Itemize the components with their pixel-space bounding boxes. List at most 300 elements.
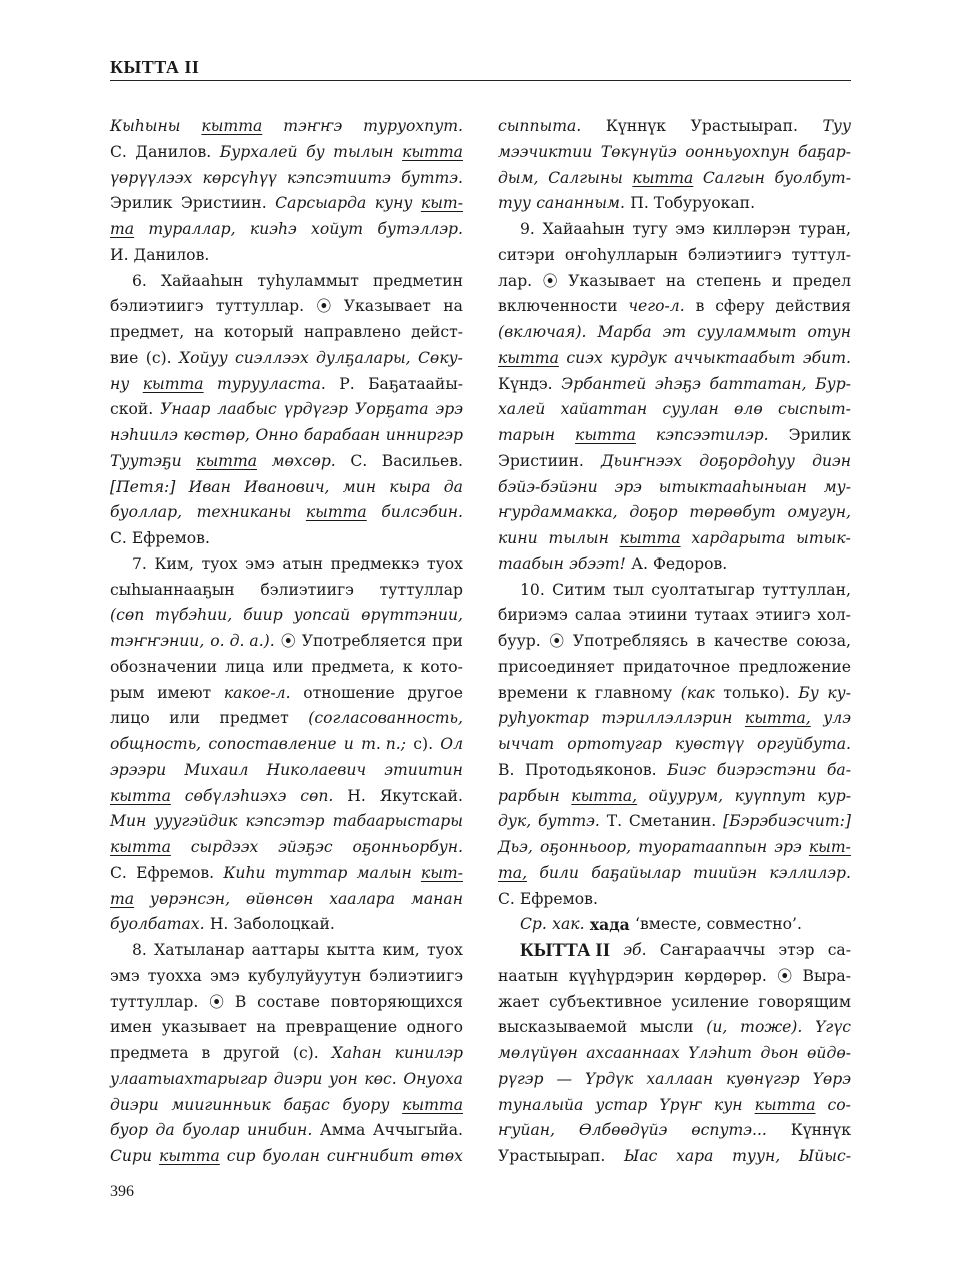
word: сананным. bbox=[536, 194, 625, 213]
word: диэн bbox=[812, 451, 851, 470]
word: сферу bbox=[715, 297, 765, 316]
word: Сөку- bbox=[418, 348, 463, 367]
word: баҕайылар bbox=[591, 863, 681, 882]
word: уөрэнсэн, bbox=[149, 889, 231, 908]
text-line bbox=[110, 629, 463, 655]
word: кытта bbox=[305, 503, 367, 522]
word: доҕор bbox=[629, 503, 678, 522]
word: баҕар- bbox=[798, 142, 851, 161]
word: суулан bbox=[662, 400, 719, 419]
word: Н. Заболоцкай. bbox=[209, 915, 335, 934]
text-line bbox=[498, 269, 851, 295]
word: В. bbox=[498, 760, 515, 779]
word: бириэмэ bbox=[498, 606, 568, 625]
word: буор bbox=[110, 1121, 148, 1140]
word: сыппыта. bbox=[498, 117, 582, 135]
word: ким, bbox=[382, 941, 420, 959]
word: куүппут bbox=[734, 786, 806, 805]
word: (как bbox=[680, 683, 715, 702]
word: дым, bbox=[498, 168, 539, 187]
running-header-title: КЫТТА II bbox=[110, 57, 200, 77]
word: кыт- bbox=[420, 194, 463, 213]
word: ууугэйдик bbox=[154, 812, 238, 831]
word: эбит. bbox=[802, 348, 851, 367]
word: буттэ. bbox=[538, 812, 600, 831]
word: одного bbox=[406, 1018, 463, 1037]
sense-marker-icon: ⦿ bbox=[280, 632, 296, 650]
word: кытта bbox=[402, 142, 463, 161]
text-line bbox=[110, 706, 463, 732]
word: П. Тобуруокап. bbox=[630, 194, 756, 213]
word: ытык- bbox=[796, 529, 851, 547]
word: мөхсөр. bbox=[271, 451, 336, 470]
word: эбээт! bbox=[569, 554, 626, 573]
word: та bbox=[110, 889, 135, 908]
word: өспутэ... bbox=[691, 1121, 767, 1140]
word: кинилэр bbox=[394, 1044, 463, 1062]
word: туохха bbox=[147, 966, 202, 985]
word: билсэбин. bbox=[381, 503, 463, 522]
running-header bbox=[110, 56, 851, 81]
word: Протодьяконов. bbox=[525, 760, 657, 779]
text-line bbox=[110, 1015, 463, 1041]
word: при bbox=[432, 632, 463, 650]
word: предложение bbox=[738, 657, 851, 676]
word: техниканы bbox=[196, 503, 292, 522]
word: 8. bbox=[132, 941, 147, 959]
text-line bbox=[498, 397, 851, 423]
word: турууласта. bbox=[216, 374, 326, 393]
word: эб. bbox=[623, 941, 647, 959]
word: туттул- bbox=[791, 245, 851, 264]
text-line bbox=[110, 1093, 463, 1119]
text-line bbox=[110, 990, 463, 1016]
word: Салгын bbox=[702, 168, 765, 187]
word: Эристиин. bbox=[498, 451, 584, 470]
word: Иван bbox=[188, 477, 231, 496]
word: мин bbox=[342, 477, 376, 496]
word: са- bbox=[827, 941, 851, 959]
word: да bbox=[443, 477, 463, 496]
word: тыл bbox=[612, 580, 644, 599]
word: (согласованность, bbox=[308, 709, 463, 728]
word: предметин bbox=[372, 271, 463, 290]
word: бу bbox=[306, 142, 325, 161]
word: туттуллан, bbox=[762, 580, 851, 599]
text-line bbox=[498, 140, 851, 166]
word: кыра bbox=[389, 477, 431, 496]
text-line bbox=[498, 294, 851, 320]
word: тураллар, bbox=[148, 220, 236, 238]
word: этиигэ bbox=[755, 606, 811, 625]
text-line bbox=[110, 372, 463, 398]
word: сир bbox=[226, 1147, 256, 1165]
word: өлө bbox=[734, 400, 763, 419]
sense-marker-icon: ⦿ bbox=[542, 271, 558, 290]
word: кытта bbox=[754, 1095, 816, 1114]
word: вие bbox=[110, 348, 139, 367]
word: кэллилэр. bbox=[769, 863, 851, 882]
word: к bbox=[402, 657, 413, 676]
word: ыччат bbox=[498, 735, 555, 753]
word: да bbox=[155, 1121, 175, 1140]
word: улэ bbox=[823, 709, 851, 728]
word: 10. bbox=[520, 580, 545, 599]
text-line bbox=[110, 835, 463, 861]
word: буору bbox=[342, 1095, 390, 1114]
word: кубулуйуутун bbox=[247, 966, 362, 985]
word: отношение bbox=[303, 683, 395, 702]
text-line bbox=[498, 320, 851, 346]
word: буттэ. bbox=[401, 168, 463, 187]
word: предел bbox=[792, 271, 851, 290]
word: кытта bbox=[632, 168, 694, 187]
word: Күннүк bbox=[790, 1121, 851, 1140]
word: кытта, bbox=[571, 786, 638, 805]
word: с). bbox=[413, 735, 434, 753]
word: Марба bbox=[597, 323, 652, 341]
word: ба- bbox=[826, 760, 851, 779]
word: отун bbox=[807, 323, 851, 341]
word: малын bbox=[356, 863, 412, 882]
word: превращение bbox=[285, 1018, 398, 1037]
text-line bbox=[498, 912, 851, 938]
text-line bbox=[110, 552, 463, 578]
word: та bbox=[110, 220, 135, 238]
word: Указывает bbox=[343, 297, 431, 316]
word: общность, bbox=[110, 735, 202, 753]
word: үрдүгэр bbox=[283, 400, 348, 419]
word: буолбут- bbox=[774, 168, 851, 187]
word: му- bbox=[823, 477, 851, 496]
word: бэйэ-бэйэни bbox=[498, 477, 598, 496]
word: кэпсээтилэр. bbox=[655, 426, 769, 444]
word: хада bbox=[589, 915, 630, 935]
text-line bbox=[110, 423, 463, 449]
word: тиийэн bbox=[693, 863, 758, 882]
word: эмэ bbox=[210, 966, 240, 985]
word: Иванович, bbox=[244, 477, 330, 496]
word: этиитин bbox=[384, 760, 463, 779]
text-line bbox=[498, 990, 851, 1016]
word: кытта bbox=[575, 426, 636, 444]
word: какое-л. bbox=[223, 683, 291, 702]
word: или bbox=[272, 657, 304, 676]
text-line bbox=[498, 578, 851, 604]
word: Туу bbox=[822, 117, 851, 135]
text-line bbox=[110, 269, 463, 295]
text-line bbox=[110, 475, 463, 501]
word: другое bbox=[407, 683, 463, 702]
word: Дьиҥнээх bbox=[600, 451, 683, 470]
word: Үрдүк bbox=[584, 1069, 634, 1088]
text-line bbox=[498, 166, 851, 192]
word: Үөрэ bbox=[812, 1069, 851, 1088]
word: бэлиэтиигэ bbox=[260, 580, 354, 599]
word: мысли bbox=[639, 1018, 694, 1037]
word: Күндэ. bbox=[498, 374, 553, 393]
word: эмэ bbox=[110, 966, 140, 985]
word: ской. bbox=[110, 400, 154, 419]
word: халлаан bbox=[646, 1069, 714, 1088]
word: хак. bbox=[552, 915, 585, 934]
word: лаабыс bbox=[217, 400, 277, 419]
text-line bbox=[110, 526, 463, 552]
word: Туутэҕи bbox=[110, 451, 182, 470]
text-line bbox=[110, 217, 463, 243]
word: усиление bbox=[671, 992, 749, 1011]
word: кур- bbox=[817, 786, 851, 805]
text-line bbox=[110, 166, 463, 192]
word: туттар bbox=[274, 863, 348, 882]
word: туох bbox=[426, 554, 463, 573]
word: тоже). bbox=[740, 1018, 803, 1037]
text-line bbox=[110, 500, 463, 526]
word: повторяющихся bbox=[330, 992, 463, 1011]
word: чего-л. bbox=[628, 297, 685, 316]
word: бэлиэтиигэ bbox=[688, 245, 782, 264]
word: на bbox=[665, 271, 686, 290]
word: Биэс bbox=[667, 760, 707, 779]
word: предмет, bbox=[110, 323, 185, 341]
text-line bbox=[498, 938, 851, 964]
word: Употребляясь bbox=[572, 632, 688, 650]
word: дук, bbox=[498, 812, 532, 831]
text-line bbox=[498, 706, 851, 732]
word: Ефремов. bbox=[136, 863, 215, 882]
text-line bbox=[498, 191, 851, 217]
word: хара bbox=[676, 1147, 714, 1165]
text-line bbox=[110, 912, 463, 938]
word: (с). bbox=[145, 348, 172, 367]
word: күүhүрдэрин bbox=[568, 966, 675, 985]
word: — bbox=[556, 1069, 573, 1088]
word: Өлбөөдүйэ bbox=[578, 1121, 668, 1140]
text-line bbox=[498, 1015, 851, 1041]
word: сууламмыт bbox=[697, 323, 797, 341]
word: тэҥҥэнии, bbox=[110, 632, 205, 650]
word: көрдөрөр. bbox=[684, 966, 767, 985]
text-line bbox=[498, 681, 851, 707]
word: Саҥарааччы bbox=[659, 941, 766, 959]
word: И. Данилов. bbox=[110, 245, 210, 264]
word: Киhи bbox=[223, 863, 266, 882]
word: доҕордоhуу bbox=[699, 451, 795, 470]
word: действия bbox=[775, 297, 851, 316]
text-line bbox=[498, 526, 851, 552]
word: ку- bbox=[827, 683, 851, 702]
text-line bbox=[498, 732, 851, 758]
text-line bbox=[110, 320, 463, 346]
word: другой bbox=[223, 1044, 280, 1062]
text-line bbox=[110, 603, 463, 629]
word: Ср. bbox=[520, 915, 547, 934]
text-line bbox=[110, 1144, 463, 1170]
word: эйэҕэс bbox=[278, 838, 333, 856]
word: диэри bbox=[110, 1095, 159, 1114]
word: Сарсыарда bbox=[275, 194, 367, 213]
text-line bbox=[110, 681, 463, 707]
word: кэпсэтиитэ bbox=[286, 168, 391, 187]
word: ахсааннаах bbox=[586, 1044, 680, 1062]
word: в bbox=[695, 297, 705, 316]
word: 7. bbox=[132, 554, 147, 573]
text-line bbox=[498, 114, 851, 140]
word: уопсай bbox=[293, 606, 351, 625]
word: кытта bbox=[402, 1095, 463, 1114]
text-line bbox=[110, 140, 463, 166]
word: Н. bbox=[347, 786, 366, 805]
word: Хайааhын bbox=[542, 220, 625, 238]
word: к bbox=[576, 683, 587, 702]
word: Кыhыны bbox=[110, 117, 181, 135]
word: көрсүhүү bbox=[202, 168, 277, 187]
word: кун bbox=[713, 1095, 743, 1114]
word: кыт- bbox=[420, 863, 463, 882]
word: миигинньик bbox=[171, 1095, 271, 1114]
text-line bbox=[498, 346, 851, 372]
word: рым bbox=[110, 683, 145, 702]
word: оҕонньорбун. bbox=[352, 838, 463, 856]
word: Выра- bbox=[802, 966, 851, 985]
page-number: 396 bbox=[110, 1183, 134, 1200]
word: эрэ bbox=[435, 400, 463, 419]
text-line bbox=[498, 784, 851, 810]
sense-marker-icon: ⦿ bbox=[549, 632, 565, 650]
word: Хойуу bbox=[179, 348, 228, 367]
word: Уорҕата bbox=[354, 400, 429, 419]
word: кытта bbox=[619, 529, 681, 547]
word: оҕонньоор, bbox=[539, 838, 632, 856]
word: сопоставление bbox=[208, 735, 337, 753]
word: туналыйа bbox=[498, 1095, 584, 1114]
word: Мин bbox=[110, 812, 147, 831]
word: в bbox=[696, 632, 706, 650]
text-line bbox=[498, 449, 851, 475]
word: лар. bbox=[498, 271, 533, 290]
word: на bbox=[443, 297, 463, 316]
word: присоединяет bbox=[498, 657, 615, 676]
word: со- bbox=[827, 1095, 851, 1114]
text-line bbox=[498, 964, 851, 990]
word: Хатыланар bbox=[154, 941, 245, 959]
word: кытта bbox=[498, 348, 559, 367]
word: уон bbox=[329, 1069, 358, 1088]
word: ҥуйан, bbox=[498, 1121, 555, 1140]
text-line bbox=[498, 655, 851, 681]
text-line bbox=[498, 758, 851, 784]
text-line bbox=[110, 1041, 463, 1067]
word: мээчиктии bbox=[498, 142, 593, 161]
text-line bbox=[498, 243, 851, 269]
word: буолан bbox=[262, 1147, 320, 1165]
word: Дьэ, bbox=[498, 838, 533, 856]
text-line bbox=[110, 191, 463, 217]
word: [Бэрэбиэсчит:] bbox=[723, 812, 851, 831]
word: и bbox=[343, 735, 354, 753]
word: [Петя:] bbox=[110, 477, 176, 496]
text-line bbox=[110, 294, 463, 320]
word: (сөп bbox=[110, 606, 145, 625]
text-line bbox=[498, 887, 851, 913]
word: кытта, bbox=[744, 709, 811, 728]
word: Эрилик bbox=[110, 194, 173, 213]
text-line bbox=[498, 1144, 851, 1170]
text-line bbox=[110, 449, 463, 475]
word: направлено bbox=[303, 323, 402, 341]
word: та, bbox=[498, 863, 528, 882]
word: Указывает bbox=[568, 271, 656, 290]
word: Эрбантей bbox=[561, 374, 647, 393]
word: жает bbox=[498, 992, 540, 1011]
word: туоратааппын bbox=[638, 838, 768, 856]
word: качестве bbox=[713, 632, 788, 650]
text-line bbox=[498, 1067, 851, 1093]
text-line bbox=[110, 1118, 463, 1144]
word: предмета, bbox=[311, 657, 395, 676]
word: эhэҕэ bbox=[655, 374, 701, 393]
word: дулҕалары, bbox=[316, 348, 411, 367]
word: туhуламмыт bbox=[257, 271, 359, 290]
word: ‘вместе, совместно’. bbox=[635, 915, 802, 934]
word: Үгүс bbox=[815, 1018, 851, 1037]
word: тылын bbox=[548, 529, 609, 547]
word: аччыктаабыт bbox=[674, 348, 796, 367]
word: бэлиэтиигэ bbox=[369, 966, 463, 985]
text-line bbox=[110, 758, 463, 784]
word: манан bbox=[410, 889, 463, 908]
word: баҕас bbox=[283, 1095, 330, 1114]
word: предмеккэ bbox=[330, 554, 420, 573]
text-line bbox=[110, 1067, 463, 1093]
word: кытта bbox=[158, 1147, 220, 1165]
word: туран, bbox=[798, 220, 851, 238]
word: тэҥҥэ bbox=[283, 117, 343, 135]
word: дейст- bbox=[411, 323, 463, 341]
word: баттатан, bbox=[709, 374, 807, 393]
word: куөстүү bbox=[674, 735, 744, 753]
word: сыспыт- bbox=[777, 400, 851, 419]
word: мөлүйүөн bbox=[498, 1044, 578, 1062]
word: Салгыны bbox=[548, 168, 623, 187]
word: ааттары bbox=[251, 941, 320, 959]
word: 6. bbox=[132, 271, 147, 290]
word: высказываемой bbox=[498, 1018, 628, 1037]
word: С. Ефремов. bbox=[110, 529, 210, 547]
word: тутаах bbox=[694, 606, 749, 625]
word: 9. bbox=[520, 220, 535, 238]
word: курдук bbox=[610, 348, 667, 367]
word: буолбатах. bbox=[110, 915, 205, 934]
text-line bbox=[498, 423, 851, 449]
word: хол- bbox=[817, 606, 851, 625]
text-line bbox=[498, 217, 851, 243]
word: бутэллэр. bbox=[377, 220, 463, 238]
word: Т. bbox=[606, 812, 623, 831]
word: на bbox=[256, 1018, 277, 1037]
word: куөнүгэр bbox=[726, 1069, 800, 1088]
word: улаатыахтарыгар bbox=[110, 1069, 268, 1088]
word: кытта bbox=[142, 374, 204, 393]
word: тугу bbox=[632, 220, 668, 238]
word: Онуоха bbox=[403, 1069, 463, 1088]
word: Якутскай. bbox=[379, 786, 463, 805]
word: Бур- bbox=[815, 374, 851, 393]
word: имен bbox=[110, 1018, 153, 1037]
word: устар bbox=[595, 1095, 648, 1114]
word: руhуоктар bbox=[498, 709, 589, 728]
word: омугун, bbox=[787, 503, 851, 522]
